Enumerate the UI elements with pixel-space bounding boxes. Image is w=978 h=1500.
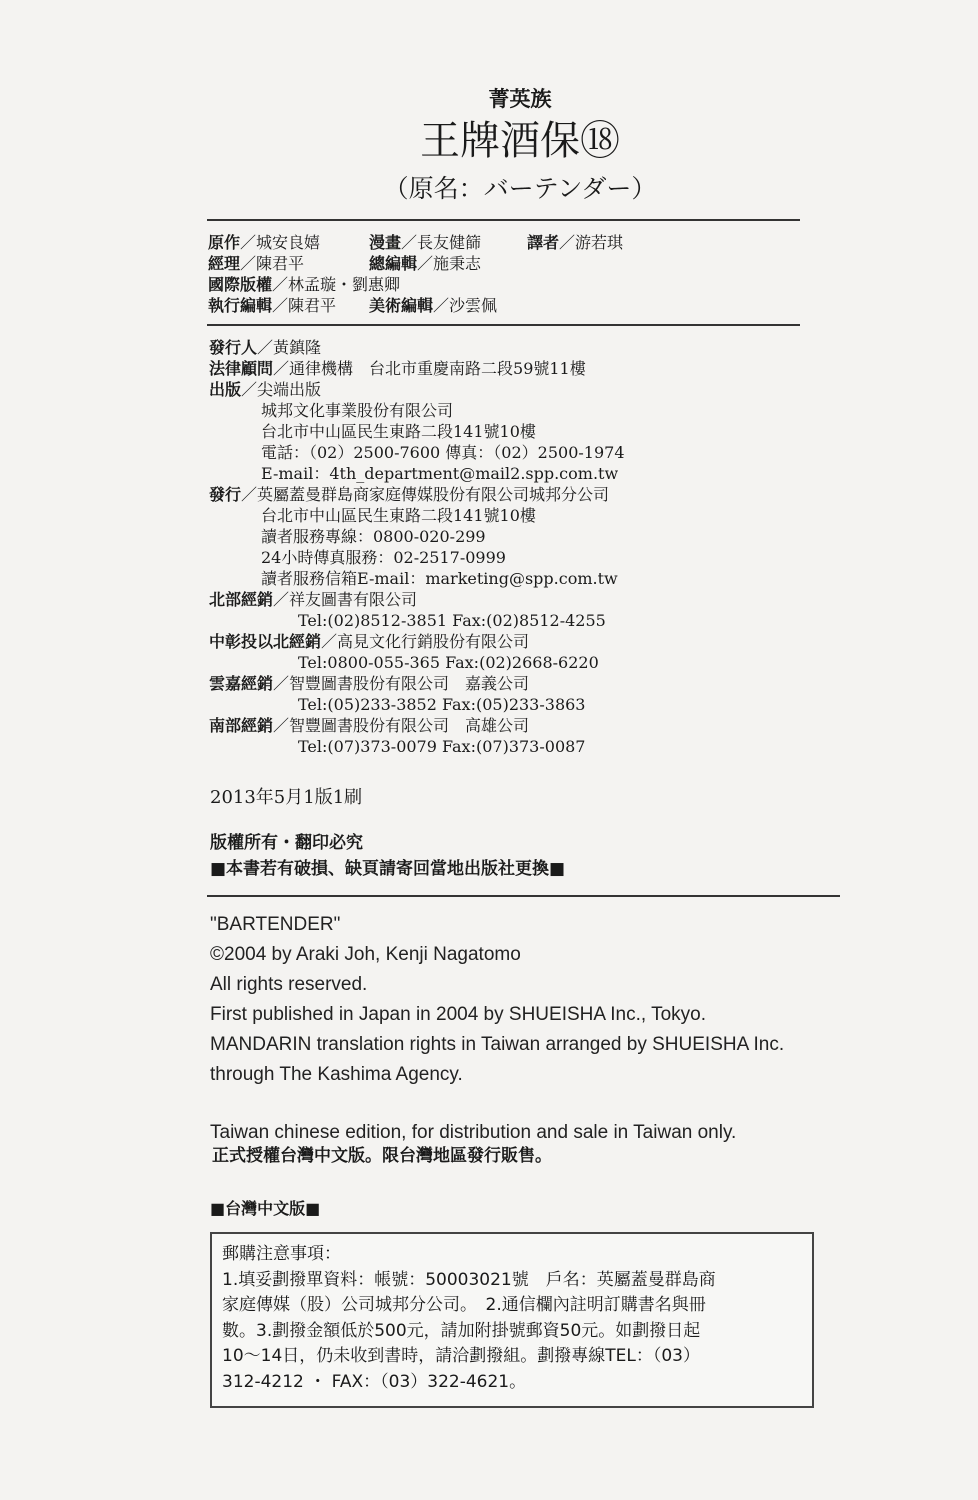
mail-order-line: 10～14日，仍未收到書時，請洽劃撥組。劃撥專線TEL：（03） <box>222 1346 700 1366</box>
credit-value: ／陳君平 <box>240 254 305 273</box>
mail-order-line: 312-4212 ・ FAX：（03）322-4621。 <box>222 1371 527 1392</box>
divider <box>207 324 800 326</box>
publisher-label: 南部經銷 <box>209 716 274 735</box>
publisher-line: Tel:(07)373-0079 Fax:(07)373-0087 <box>298 737 586 756</box>
publisher-line <box>209 718 529 734</box>
series-name: 菁英族 <box>488 87 552 111</box>
publisher-line <box>209 361 586 377</box>
publisher-line <box>209 340 321 356</box>
authorized-note: 正式授權台灣中文版。限台灣地區發行販售。 <box>212 1146 552 1166</box>
credit-label: 國際版權 <box>208 275 273 294</box>
damage-notice: ■本書若有破損、缺頁請寄回當地出版社更換■ <box>210 859 566 879</box>
copyright-line: through The Kashima Agency. <box>210 1064 463 1085</box>
copyright-line: ©2004 by Araki Joh, Kenji Nagatomo <box>210 944 521 965</box>
divider <box>207 895 840 897</box>
edition-tag: ■台灣中文版■ <box>210 1199 321 1218</box>
publisher-value: ／通律機構 台北市重慶南路二段59號11樓 <box>273 359 586 378</box>
publisher-value: ／英屬蓋曼群島商家庭傳媒股份有限公司城邦分公司 <box>241 485 610 504</box>
publisher-line: 24小時傳真服務：02-2517-0999 <box>261 548 506 567</box>
original-title: （原名：バーテンダー） <box>383 175 657 203</box>
credit-label: 原作 <box>208 233 241 252</box>
publisher-line: 讀者服務信箱E-mail：marketing@spp.com.tw <box>261 569 618 588</box>
credit-value: ／游若琪 <box>559 233 624 252</box>
copyright-line: All rights reserved. <box>210 974 368 995</box>
copyright-line: "BARTENDER" <box>210 914 341 935</box>
credit-value: ／林孟璇・劉惠卿 <box>272 275 401 294</box>
publisher-value: ／高見文化行銷股份有限公司 <box>321 632 530 651</box>
publisher-label: 中彰投以北經銷 <box>209 632 322 651</box>
credit-label: 經理 <box>208 254 241 273</box>
publisher-line <box>209 487 609 503</box>
rights-notice: 版權所有・翻印必究 <box>210 833 363 853</box>
credit-label: 美術編輯 <box>369 296 434 315</box>
credit-value: ／長友健篩 <box>401 233 482 252</box>
copyright-line: MANDARIN translation rights in Taiwan arranged by SHUEISHA Inc. <box>210 1034 785 1055</box>
publisher-line: Tel:0800-055-365 Fax:(02)2668-6220 <box>298 653 599 672</box>
publisher-line: E-mail：4th_department@mail2.spp.com.tw <box>261 464 619 483</box>
publisher-label: 北部經銷 <box>209 590 274 609</box>
mail-order-line: 家庭傳媒（股）公司城邦分公司。 2.通信欄內註明訂購書名與冊 <box>222 1295 706 1315</box>
publisher-value: ／尖端出版 <box>241 380 322 399</box>
publisher-line <box>209 634 529 650</box>
distribution-note: Taiwan chinese edition, for distribution and sale in Taiwan only. <box>210 1122 737 1143</box>
publisher-line: 城邦文化事業股份有限公司 <box>261 401 454 420</box>
publisher-label: 出版 <box>209 380 242 399</box>
credit-label: 總編輯 <box>369 254 418 273</box>
divider <box>207 219 800 221</box>
mail-order-box <box>210 1232 814 1408</box>
publisher-line <box>209 676 529 692</box>
credit-label: 譯者 <box>527 233 560 252</box>
publisher-line: Tel:(02)8512-3851 Fax:(02)8512-4255 <box>298 611 606 630</box>
publisher-line <box>209 592 417 608</box>
publisher-value: ／智豐圖書股份有限公司 嘉義公司 <box>273 674 530 693</box>
credit-value: ／陳君平 <box>272 296 337 315</box>
publisher-value: ／祥友圖書有限公司 <box>273 590 418 609</box>
book-title: 王牌酒保⑱ <box>420 119 620 163</box>
mail-order-line: 數。3.劃撥金額低於500元，請加附掛號郵資50元。如劃撥日起 <box>222 1320 701 1341</box>
publisher-label: 法律顧問 <box>209 359 274 378</box>
edition-date: 2013年5月1版1刷 <box>210 787 363 808</box>
credit-value: ／沙雲佩 <box>433 296 498 315</box>
mail-order-title: 郵購注意事項： <box>222 1244 341 1264</box>
copyright-line: First published in Japan in 2004 by SHUEISHA Inc., Tokyo. <box>210 1004 707 1025</box>
publisher-label: 發行 <box>209 485 242 504</box>
publisher-line: 讀者服務專線：0800-020-299 <box>261 527 486 546</box>
credit-value: ／城安良嬉 <box>240 233 321 252</box>
publisher-value: ／黃鎮隆 <box>257 338 322 357</box>
publisher-line: 電話：（02）2500-7600 傳真：（02）2500-1974 <box>261 443 625 462</box>
publisher-line: Tel:(05)233-3852 Fax:(05)233-3863 <box>298 695 586 714</box>
publisher-label: 雲嘉經銷 <box>209 674 274 693</box>
publisher-label: 發行人 <box>209 338 258 357</box>
credit-label: 執行編輯 <box>208 296 273 315</box>
mail-order-line: 1.填妥劃撥單資料：帳號：50003021號 戶名：英屬蓋曼群島商 <box>222 1269 716 1290</box>
publisher-value: ／智豐圖書股份有限公司 高雄公司 <box>273 716 530 735</box>
credit-label: 漫畫 <box>369 233 402 252</box>
publisher-line <box>209 382 321 398</box>
credit-value: ／施秉志 <box>417 254 482 273</box>
publisher-line: 台北市中山區民生東路二段141號10樓 <box>261 422 536 441</box>
publisher-line: 台北市中山區民生東路二段141號10樓 <box>261 506 536 525</box>
